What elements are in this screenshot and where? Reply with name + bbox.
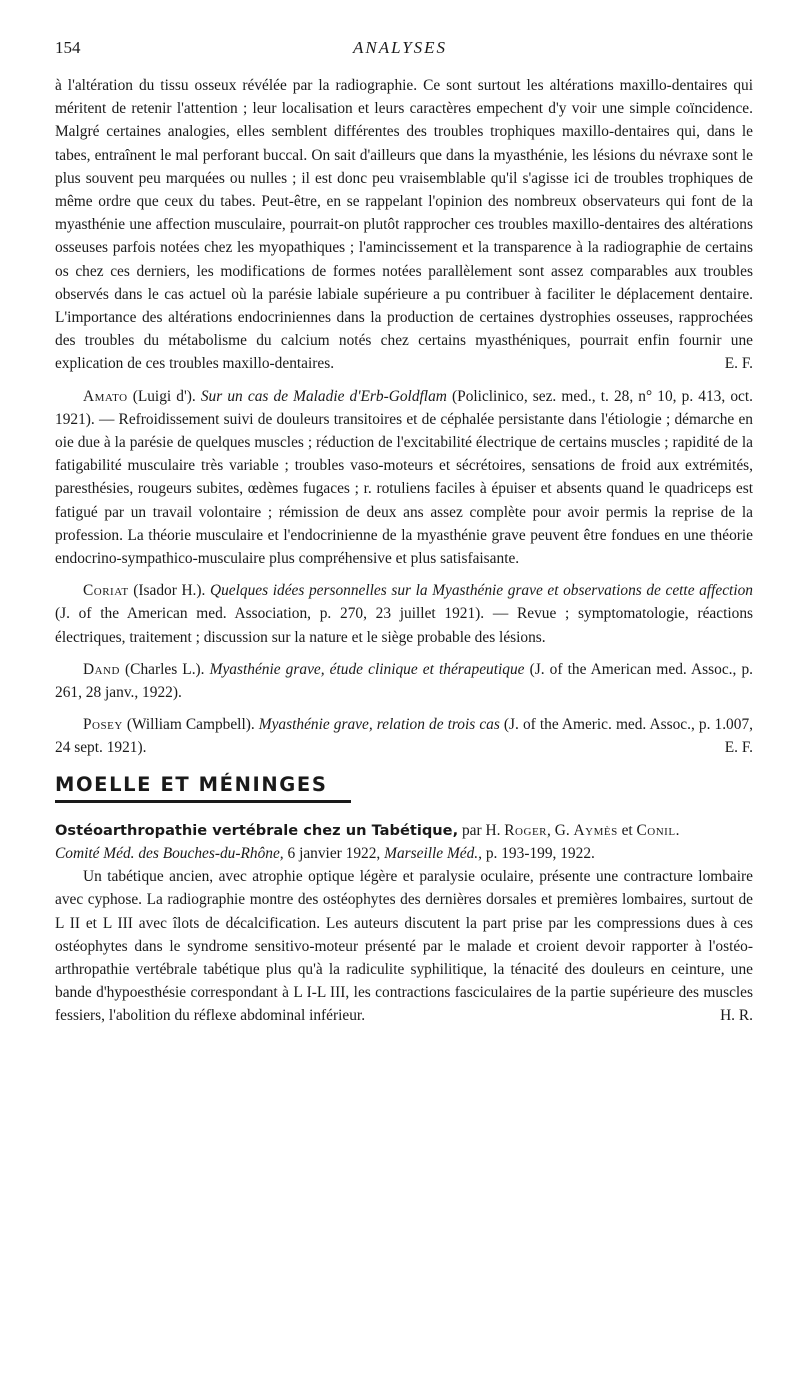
article-body bbox=[55, 865, 753, 1027]
reference-title: Myasthénie grave, relation de trois cas bbox=[258, 716, 500, 734]
article-author-conil: Conil bbox=[636, 821, 676, 839]
article-source-date: 6 janvier 1922, bbox=[283, 844, 385, 862]
article-author-separator: et bbox=[617, 821, 637, 839]
reference-title: Sur un cas de Maladie d'Erb-Goldflam bbox=[200, 387, 447, 405]
article-source-pages: p. 193-199, 1922. bbox=[482, 844, 595, 862]
article-author-aymes: Aymès bbox=[573, 821, 618, 839]
article-authors-suffix: . bbox=[675, 821, 680, 839]
article-source-journal-2: Marseille Méd., bbox=[384, 844, 482, 862]
article-heading bbox=[55, 819, 753, 865]
article-body-text: Un tabétique ancien, avec atrophie optique légère et paralysie oculaire, présente une contracture lombaire avec cyphose. La radiographie montre des ostéophytes des dernières dorsales et premières lombaires, surtout de L II et L III avec îlots de décalcification. Les auteurs discutent la part prise par les compressions dues à ces ostéophytes dans le syndrome sensitivo-moteur présenté par le malade et croient devoir rapporter à l'ostéo-arthropathie vertébrale tabétique plus qu'à la radiculite syphilitique, la ténacité des douleurs en ceinture, une bande d'hypoesthésie correspondant à L I-L III, les contractions fasciculaires de la partie supérieure des muscles fessiers, l'abolition du réflexe abdominal inférieur. bbox=[55, 868, 753, 1025]
reference-posey bbox=[55, 713, 753, 759]
reference-author-detail: (William Campbell). bbox=[122, 716, 259, 734]
article-source-journal: Comité Méd. des Bouches-du-Rhône, bbox=[55, 844, 284, 862]
section-rule bbox=[55, 800, 351, 803]
reference-author: Coriat bbox=[83, 582, 129, 600]
article-title: Ostéoarthropathie vertébrale chez un Tabétique, bbox=[55, 821, 459, 839]
page-number: 154 bbox=[55, 38, 81, 57]
section-heading: MOELLE ET MÉNINGES bbox=[55, 772, 328, 796]
reference-signature: E. F. bbox=[724, 739, 753, 757]
reference-title: Myasthénie grave, étude clinique et thérapeutique bbox=[209, 660, 525, 678]
reference-author-detail: (Luigi d'). bbox=[127, 387, 201, 405]
reference-source: (J. of the American med. Association, p. 270, 23 juillet 1921). — Revue ; symptomatologie, réactions électriques, traitement ; discussion sur la nature et le siège probable des lésions. bbox=[55, 605, 753, 646]
intro-text: à l'altération du tissu osseux révélée par la radiographie. Ce sont surtout les altérations maxillo-dentaires qui méritent de retenir l'attention ; leur localisation et leurs caractères empechent d'y voir une simple coïncidence. Malgré certaines analogies, elles semblent différentes des troubles trophiques maxillo-dentaires qui, dans le tabes, entraînent le mal perforant buccal. On sait d'ailleurs que dans la myasthénie, les lésions du névraxe sont le plus souvent peu marquées ou nulles ; il est donc peu vraisemblable qu'il s'agisse ici de troubles trophiques de même ordre que ceux du tabes. Peut-être, en se rappelant l'opinion des nombreux observateurs qui font de la myasthénie une affection musculaire, pourrait-on plutôt rapprocher ces troubles maxillo-dentaires des altérations osseuses parfois notées chez les myopathiques ; l'amincissement et la transparence à la radiographie de certains os chez ces derniers, les modifications de formes notées parallèlement sont assez comparables aux troubles observés dans le cas actuel où la parésie labiale supérieure a pu contribuer à faciliter le déplacement dentaire. L'importance des altérations endocriniennes dans la production de certaines dystrophies osseuses, rapprochées des troubles du métabolisme du calcium notés chez certains myasthéniques, pourrait enfin fournir une explication de ces troubles maxillo-dentaires. bbox=[55, 77, 753, 373]
article-authors-prefix: par H. bbox=[458, 821, 505, 839]
reference-source: (J. of the Americ. med. Assoc., p. 1.007, 24 sept. 1921). bbox=[55, 716, 753, 757]
page-header bbox=[55, 38, 745, 62]
reference-author-detail: (Isador H.). bbox=[128, 582, 210, 600]
article-signature: H. R. bbox=[720, 1007, 753, 1025]
article-author-roger: Roger bbox=[504, 821, 548, 839]
reference-author: Posey bbox=[83, 716, 123, 734]
reference-source: (J. of the American med. Assoc., p. 261, 28 janv., 1922). bbox=[55, 660, 753, 702]
reference-coriat bbox=[55, 579, 753, 649]
reference-author: Amato bbox=[83, 387, 128, 405]
article-author-separator: , G. bbox=[547, 821, 574, 839]
page-content bbox=[55, 74, 753, 1028]
reference-dand bbox=[55, 658, 753, 704]
reference-title: Quelques idées personnelles sur la Myasthénie grave et observations de cette affection bbox=[210, 582, 753, 600]
running-title: ANALYSES bbox=[352, 38, 448, 57]
intro-paragraph bbox=[55, 74, 753, 376]
reference-author: Dand bbox=[83, 660, 120, 678]
reference-amato bbox=[55, 385, 753, 571]
intro-signature: E. F. bbox=[724, 355, 753, 373]
reference-source: (Policlinico, sez. med., t. 28, n° 10, p. 413, oct. 1921). — Refroidissement suivi de douleurs transitoires et de céphalée persistante dans l'étiologie ; démarche en oie due à la parésie de quelques muscles ; réduction de l'excitabilité électrique de certains muscles ; rapidité de la fatigabilité musculaire très variable ; troubles vaso-moteurs et sécrétoires, sensations de froid aux extrémités, paresthésies, rougeurs subites, œdèmes fugaces ; r. rotuliens faciles à épuiser et absents quand le quadriceps est fatigué par un travail volontaire ; rémission de deux ans assez complète pour avoir permis la reprise de la profession. La théorie musculaire et l'endocrinienne de la myasthénie grave peuvent être fondues en une théorie endocrino-sympathico-musculaire plus compréhensive et plus satisfaisante. bbox=[55, 387, 753, 568]
reference-author-detail: (Charles L.). bbox=[119, 660, 210, 678]
